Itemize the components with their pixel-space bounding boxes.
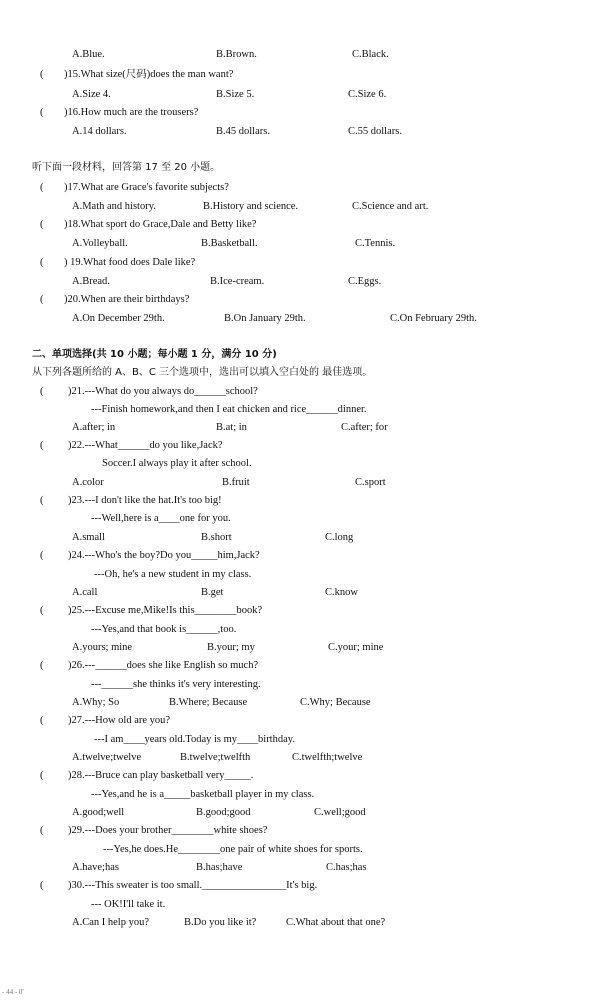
q26-line1: )26.---______does she like English so much? xyxy=(68,660,259,671)
q16-option-c: C.55 dollars. xyxy=(348,126,402,137)
q18-option-a: A.Volleyball. xyxy=(72,238,128,249)
q22-option-b: B.fruit xyxy=(222,477,250,488)
q22-option-c: C.sport xyxy=(355,477,386,488)
q15-option-a: A.Size 4. xyxy=(72,89,111,100)
q29-option-b: B.has;have xyxy=(196,862,243,873)
q28-line2: ---Yes,and he is a_____basketball player in my class. xyxy=(91,789,315,800)
q23-option-b: B.short xyxy=(201,532,232,543)
q21-line2: ---Finish homework,and then I eat chicken and rice______dinner. xyxy=(91,404,367,415)
q20-question: )20.When are their birthdays? xyxy=(64,294,190,305)
q25-option-b: B.your; my xyxy=(207,642,255,653)
q24-option-a: A.call xyxy=(72,587,98,598)
q21-paren: ( xyxy=(40,386,44,397)
q20-option-c: C.On February 29th. xyxy=(390,313,477,324)
part2-instruction: 从下列各题所给的 A、B、C 三个选项中，选出可以填入空白处的 最佳选项。 xyxy=(32,367,373,378)
q18-option-c: C.Tennis. xyxy=(355,238,396,249)
q26-option-a: A.Why; So xyxy=(72,697,120,708)
q30-option-b: B.Do you like it? xyxy=(184,917,257,928)
q27-paren: ( xyxy=(40,715,44,726)
q24-paren: ( xyxy=(40,550,44,561)
q30-line1: )30.---This sweater is too small.________________It's big. xyxy=(68,880,318,891)
q14-option-c: C.Black. xyxy=(352,49,389,60)
q17-option-c: C.Science and art. xyxy=(352,201,429,212)
q25-option-c: C.your; mine xyxy=(328,642,384,653)
q19-paren: ( xyxy=(40,257,44,268)
q27-line2: ---I am____years old.Today is my____birthday. xyxy=(94,734,295,745)
q25-line2: ---Yes,and that book is______,too. xyxy=(91,624,237,635)
q27-option-b: B.twelve;twelfth xyxy=(180,752,251,763)
q24-option-b: B.get xyxy=(201,587,224,598)
q25-line1: )25.---Excuse me,Mike!Is this________book? xyxy=(68,605,263,616)
q19-option-b: B.Ice-cream. xyxy=(210,276,265,287)
q21-option-c: C.after; for xyxy=(341,422,388,433)
q30-line2: --- OK!I'll take it. xyxy=(91,899,166,910)
q28-option-c: C.well;good xyxy=(314,807,366,818)
q15-paren: ( xyxy=(40,69,44,80)
q27-line1: )27.---How old are you? xyxy=(68,715,171,726)
q22-paren: ( xyxy=(40,440,44,451)
q21-option-a: A.after; in xyxy=(72,422,116,433)
q16-question: )16.How much are the trousers? xyxy=(64,107,199,118)
q18-option-b: B.Basketball. xyxy=(201,238,258,249)
page-footer: - 44 - 0' xyxy=(2,988,24,996)
q16-option-a: A.14 dollars. xyxy=(72,126,127,137)
q22-option-a: A.color xyxy=(72,477,104,488)
q29-option-a: A.have;has xyxy=(72,862,119,873)
q17-option-a: A.Math and history. xyxy=(72,201,156,212)
q28-option-b: B.good;good xyxy=(196,807,251,818)
q24-line2: ---Oh, he's a new student in my class. xyxy=(94,569,252,580)
q15-option-b: B.Size 5. xyxy=(216,89,255,100)
q22-line2: Soccer.I always play it after school. xyxy=(102,458,252,469)
q23-paren: ( xyxy=(40,495,44,506)
q24-line1: )24.---Who's the boy?Do you_____him,Jack? xyxy=(68,550,260,561)
q27-option-a: A.twelve;twelve xyxy=(72,752,142,763)
q16-option-b: B.45 dollars. xyxy=(216,126,270,137)
section-note: 听下面一段材料，回答第 17 至 20 小题。 xyxy=(32,162,221,173)
q15-option-c: C.Size 6. xyxy=(348,89,387,100)
q17-paren: ( xyxy=(40,182,44,193)
q14-option-a: A.Blue. xyxy=(72,49,105,60)
q27-option-c: C.twelfth;twelve xyxy=(292,752,363,763)
q23-option-c: C.long xyxy=(325,532,354,543)
q19-option-c: C.Eggs. xyxy=(348,276,382,287)
q18-paren: ( xyxy=(40,219,44,230)
q23-option-a: A.small xyxy=(72,532,105,543)
q21-option-b: B.at; in xyxy=(216,422,247,433)
q29-line1: )29.---Does your brother________white shoes? xyxy=(68,825,268,836)
q15-question: )15.What size(尺码)does the man want? xyxy=(64,69,234,80)
part2-heading: 二、单项选择(共 10 小题；每小题 1 分，满分 10 分) xyxy=(32,349,277,360)
q29-option-c: C.has;has xyxy=(326,862,367,873)
q17-question: )17.What are Grace's favorite subjects? xyxy=(64,182,229,193)
q29-line2: ---Yes,he does.He________one pair of white shoes for sports. xyxy=(103,844,363,855)
q30-option-a: A.Can I help you? xyxy=(72,917,149,928)
q26-paren: ( xyxy=(40,660,44,671)
q30-option-c: C.What about that one? xyxy=(286,917,386,928)
q22-line1: )22.---What______do you like,Jack? xyxy=(68,440,223,451)
q28-paren: ( xyxy=(40,770,44,781)
q26-option-b: B.Where; Because xyxy=(169,697,248,708)
q20-paren: ( xyxy=(40,294,44,305)
q19-question: ) 19.What food does Dale like? xyxy=(64,257,196,268)
q28-option-a: A.good;well xyxy=(72,807,125,818)
q23-line1: )23.---I don't like the hat.It's too big! xyxy=(68,495,222,506)
q19-option-a: A.Bread. xyxy=(72,276,110,287)
q20-option-b: B.On January 29th. xyxy=(224,313,306,324)
q28-line1: )28.---Bruce can play basketball very_____. xyxy=(68,770,254,781)
q30-paren: ( xyxy=(40,880,44,891)
q20-option-a: A.On December 29th. xyxy=(72,313,165,324)
q18-question: )18.What sport do Grace,Dale and Betty like? xyxy=(64,219,257,230)
q24-option-c: C.know xyxy=(325,587,358,598)
q21-line1: )21.---What do you always do______school? xyxy=(68,386,258,397)
q29-paren: ( xyxy=(40,825,44,836)
q25-paren: ( xyxy=(40,605,44,616)
q17-option-b: B.History and science. xyxy=(203,201,299,212)
q14-option-b: B.Brown. xyxy=(216,49,257,60)
q16-paren: ( xyxy=(40,107,44,118)
q25-option-a: A.yours; mine xyxy=(72,642,133,653)
q26-line2: ---______she thinks it's very interesting. xyxy=(91,679,261,690)
q26-option-c: C.Why; Because xyxy=(300,697,371,708)
q23-line2: ---Well,here is a____one for you. xyxy=(91,513,231,524)
